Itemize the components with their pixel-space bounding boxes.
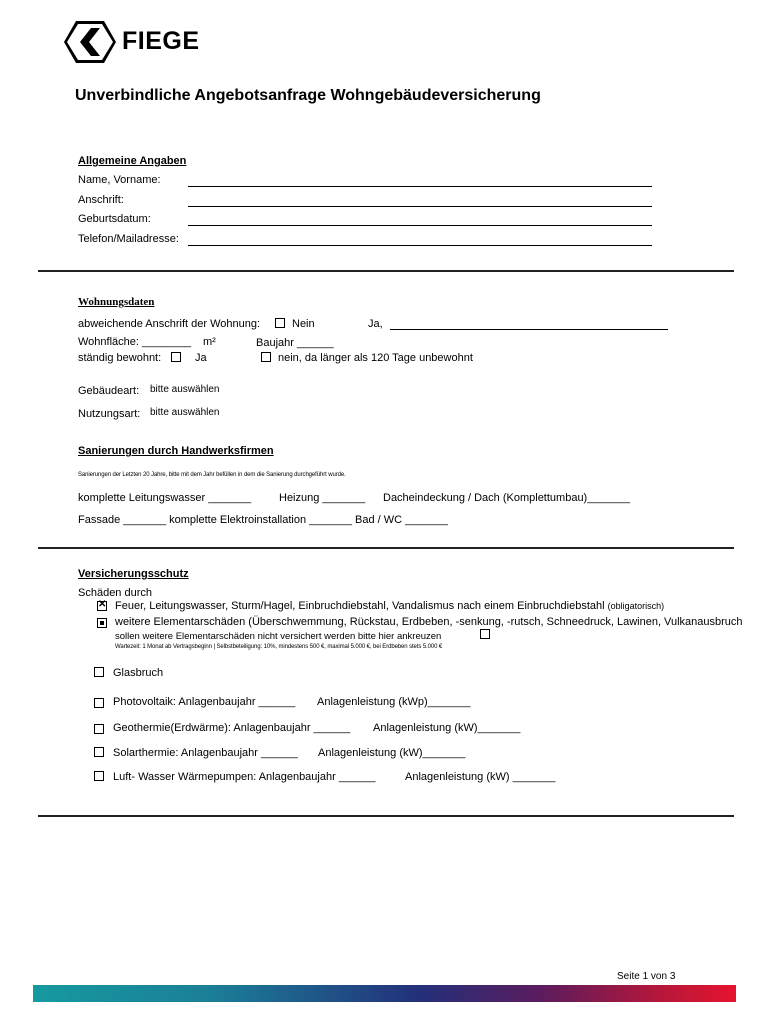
solar-thermal-power-label: Anlagenleistung (kW)_______	[318, 747, 466, 759]
basic-coverage-label	[115, 600, 664, 612]
section-heading-coverage: Versicherungsschutz	[78, 568, 189, 580]
footer-color-bar	[33, 985, 736, 1002]
photovoltaic-power-label: Anlagenleistung (kWp)_______	[317, 696, 471, 708]
natural-hazards-checkbox[interactable]	[97, 618, 107, 628]
natural-hazards-opt-out-checkbox[interactable]	[480, 629, 490, 639]
uninhabited-label: nein, da länger als 120 Tage unbewohnt	[278, 352, 473, 364]
obligatory-note: (obligatorisch)	[607, 601, 665, 611]
glass-checkbox[interactable]	[94, 667, 104, 677]
renovation-roof[interactable]: Dacheindeckung / Dach (Komplettumbau)_______	[383, 492, 631, 504]
section-heading-general: Allgemeine Angaben	[78, 155, 187, 167]
alt-address-field[interactable]	[390, 329, 668, 330]
renovation-plumbing[interactable]: komplette Leitungswasser _______	[78, 492, 252, 504]
document-title: Unverbindliche Angebotsanfrage Wohngebäudeversicherung	[75, 87, 541, 104]
heat-pump-year-label: Luft- Wasser Wärmepumpen: Anlagenbaujahr ______	[113, 771, 376, 783]
fiege-logo	[64, 21, 214, 63]
building-type-label: Gebäudeart:	[78, 385, 140, 397]
basic-coverage-text: Feuer, Leitungswasser, Sturm/Hagel, Einbruchdiebstahl, Vandalismus nach einem Einbruchdiebstahl	[115, 600, 605, 612]
phone-mail-label: Telefon/Mailadresse:	[78, 233, 179, 245]
section-heading-apartment: Wohnungsdaten	[78, 296, 155, 308]
logo-wordmark: FIEGE	[122, 27, 200, 55]
birthdate-field[interactable]	[188, 225, 652, 226]
section-divider	[38, 815, 734, 817]
address-label: Anschrift:	[78, 194, 124, 206]
birthdate-label: Geburtsdatum:	[78, 213, 151, 225]
page-number: Seite 1 von 3	[617, 971, 676, 982]
heat-pump-power-label: Anlagenleistung (kW) _______	[405, 771, 556, 783]
photovoltaic-checkbox[interactable]	[94, 698, 104, 708]
uninhabited-checkbox[interactable]	[261, 352, 271, 362]
waiting-period-note: Wartezeit: 1 Monat ab Vertragsbeginn | Selbstbeteiligung: 10%, mindestens 500 €, maximal 5.000 €, bei Erdbeben stets 5.000 €	[115, 644, 443, 650]
geothermal-power-label: Anlagenleistung (kW)_______	[373, 722, 521, 734]
name-label: Name, Vorname:	[78, 174, 161, 186]
renovation-heating[interactable]: Heizung _______	[279, 492, 366, 504]
name-field[interactable]	[188, 186, 652, 187]
phone-mail-field[interactable]	[188, 245, 652, 246]
glass-label: Glasbruch	[113, 667, 164, 679]
living-area-label: Wohnfläche: ________	[78, 336, 191, 348]
natural-hazards-label: weitere Elementarschäden (Überschwemmung, Rückstau, Erdbeben, -senkung, -rutsch, Schneedruck, Lawinen, Vulkanausbruch	[115, 616, 743, 628]
basic-coverage-checkbox[interactable]	[97, 601, 107, 611]
living-area-unit: m²	[203, 336, 216, 348]
section-divider	[38, 270, 734, 272]
solar-thermal-year-label: Solarthermie: Anlagenbaujahr ______	[113, 747, 298, 759]
photovoltaic-year-label: Photovoltaik: Anlagenbaujahr ______	[113, 696, 296, 708]
renovations-note: Sanierungen der Letzten 20 Jahre, bitte mit dem Jahr befüllen in dem die Sanierung durchgeführt wurde.	[78, 472, 346, 478]
section-divider	[38, 547, 734, 549]
alt-address-no-checkbox[interactable]	[275, 318, 285, 328]
usage-type-label: Nutzungsart:	[78, 408, 141, 420]
geothermal-year-label: Geothermie(Erdwärme): Anlagenbaujahr ______	[113, 722, 351, 734]
solar-thermal-checkbox[interactable]	[94, 747, 104, 757]
inhabited-yes-label: Ja	[195, 352, 207, 364]
alt-address-label: abweichende Anschrift der Wohnung:	[78, 318, 261, 330]
usage-type-select[interactable]: bitte auswählen	[150, 407, 220, 418]
heat-pump-checkbox[interactable]	[94, 771, 104, 781]
damages-label: Schäden durch	[78, 587, 152, 599]
inhabited-label: ständig bewohnt:	[78, 352, 162, 364]
inhabited-yes-checkbox[interactable]	[171, 352, 181, 362]
alt-address-yes-label: Ja,	[368, 318, 383, 330]
fiege-logo-icon	[64, 21, 116, 63]
natural-hazards-opt-out-label: sollen weitere Elementarschäden nicht versichert werden bitte hier ankreuzen	[115, 631, 442, 642]
geothermal-checkbox[interactable]	[94, 724, 104, 734]
construction-year-label: Baujahr ______	[256, 337, 334, 349]
alt-address-no-label: Nein	[292, 318, 315, 330]
address-field[interactable]	[188, 206, 652, 207]
section-heading-renovations: Sanierungen durch Handwerksfirmen	[78, 445, 274, 457]
building-type-select[interactable]: bitte auswählen	[150, 384, 220, 395]
renovation-facade-electric-bath[interactable]: Fassade _______ komplette Elektroinstallation _______ Bad / WC _______	[78, 514, 448, 526]
